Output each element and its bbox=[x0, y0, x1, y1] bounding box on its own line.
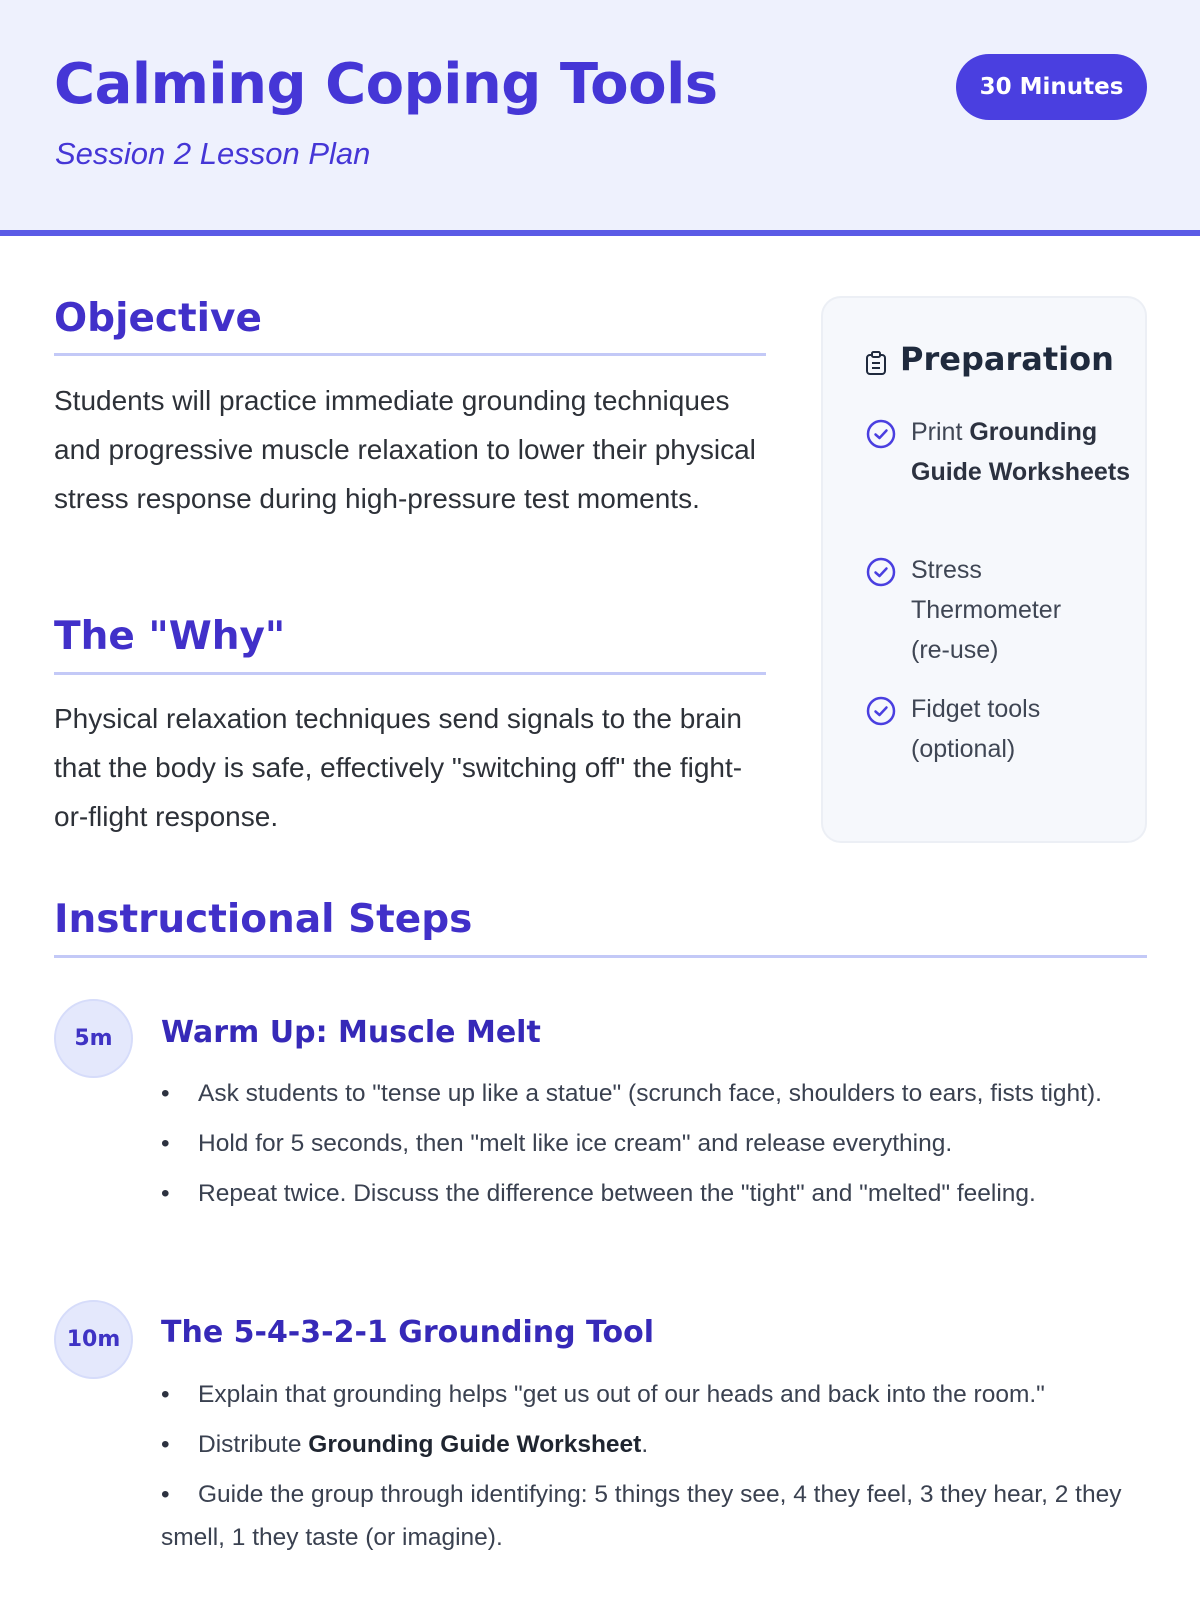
why-text: Physical relaxation techniques send signals to the brain that the body is safe, effectively "switching off" the fight-or-flight response. bbox=[54, 703, 743, 832]
step-title: Warm Up: Muscle Melt bbox=[161, 1015, 541, 1050]
page-subtitle: Session 2 Lesson Plan bbox=[55, 136, 371, 171]
list-item: • Guide the group through identifying: 5 things they see, 4 they feel, 3 they hear, 2 they smell, 1 they taste (or imagine). bbox=[161, 1481, 1122, 1551]
preparation-heading: Preparation bbox=[900, 340, 1114, 378]
clipboard-icon bbox=[865, 351, 887, 375]
instructional-steps-divider bbox=[54, 955, 1147, 958]
list-item: • Distribute Grounding Guide Worksheet. bbox=[161, 1431, 649, 1458]
page-header bbox=[0, 0, 1200, 236]
objective-heading: Objective bbox=[54, 296, 262, 341]
why-divider bbox=[54, 672, 766, 675]
step-bullet-list bbox=[161, 1373, 1141, 1566]
check-circle-icon bbox=[865, 556, 897, 588]
check-circle-icon bbox=[865, 418, 897, 450]
list-item: • Ask students to "tense up like a statue" (scrunch face, shoulders to ears, fists tight). bbox=[161, 1080, 1102, 1107]
preparation-item: Print Grounding Guide Worksheets bbox=[911, 418, 1131, 486]
list-item: • Hold for 5 seconds, then "melt like ice cream" and release everything. bbox=[161, 1130, 953, 1157]
check-circle-icon bbox=[865, 695, 897, 727]
objective-divider bbox=[54, 353, 766, 356]
step-title: The 5-4-3-2-1 Grounding Tool bbox=[161, 1315, 654, 1350]
step-duration: 10m bbox=[54, 1300, 133, 1379]
page-title: Calming Coping Tools bbox=[54, 52, 718, 117]
instructional-steps-heading: Instructional Steps bbox=[54, 897, 473, 942]
preparation-card bbox=[821, 296, 1147, 843]
why-heading: The "Why" bbox=[54, 614, 286, 659]
step-duration: 5m bbox=[54, 999, 133, 1078]
objective-text: Students will practice immediate grounding techniques and progressive muscle relaxation to lower their physical stress response during high-pressure test moments. bbox=[54, 385, 756, 514]
list-item: • Repeat twice. Discuss the difference between the "tight" and "melted" feeling. bbox=[161, 1180, 1036, 1207]
list-item: • Explain that grounding helps "get us out of our heads and back into the room." bbox=[161, 1381, 1045, 1408]
preparation-item: Fidget tools (optional) bbox=[911, 695, 1041, 763]
preparation-item: Stress Thermometer (re-use) bbox=[911, 556, 1062, 664]
duration-badge: 30 Minutes bbox=[956, 54, 1147, 120]
step-bullet-list bbox=[161, 1072, 1141, 1222]
